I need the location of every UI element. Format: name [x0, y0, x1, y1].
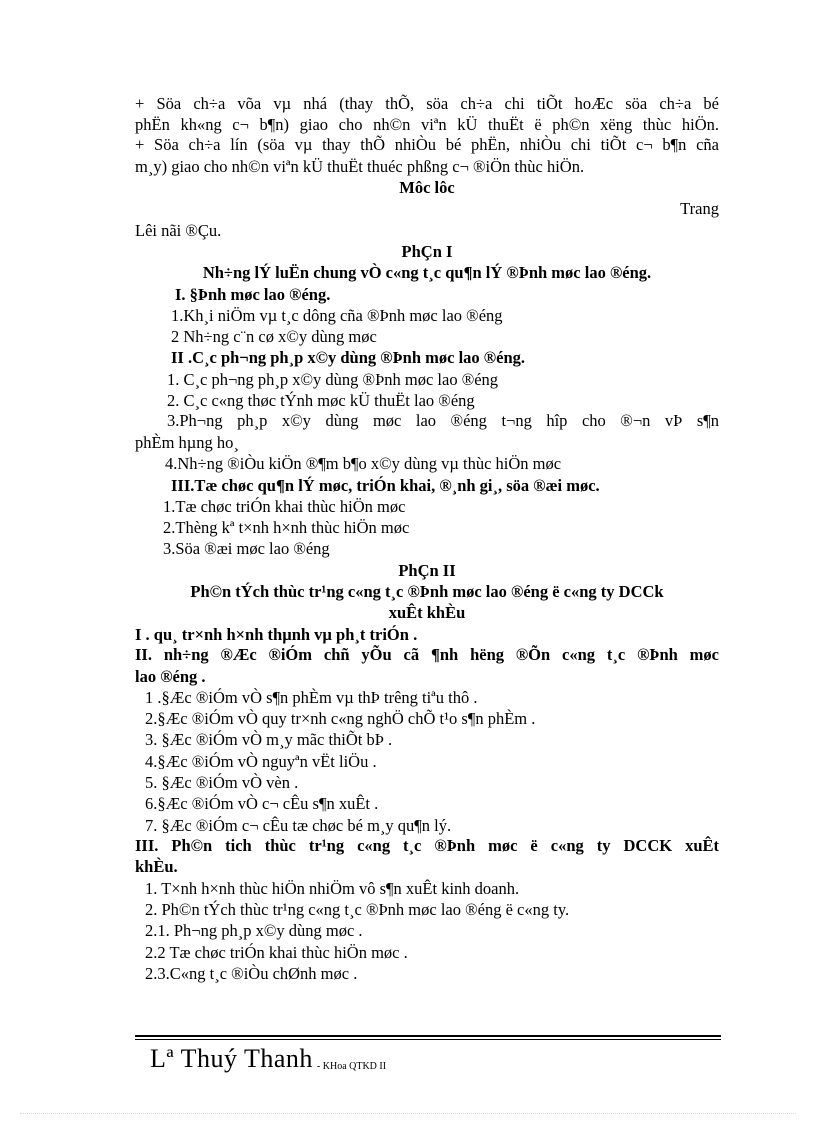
- part2-section1-title: I . qu¸ tr×nh h×nh thµnh vµ ph¸t triÓn .: [135, 624, 418, 644]
- toc-page-label: Trang: [680, 199, 719, 219]
- toc-preface: Lêi nãi ®Çu.: [135, 220, 222, 240]
- part1-section1-title: I. §Þnh møc lao ®éng.: [175, 284, 331, 304]
- toc-item: 1. C¸c ph¬ng ph¸p x©y dùng ®Þnh møc lao ®éng: [167, 369, 499, 389]
- toc-item: 4.§Æc ®iÓm vÒ nguyªn vËt liÖu .: [145, 751, 377, 771]
- part2-section3-title: III. Ph©n tich thùc tr¹ng c«ng t¸c ®Þnh møc ë c«ng ty DCCK xuÊt: [135, 835, 719, 855]
- part2-title: PhÇn II: [398, 560, 456, 580]
- toc-item: 2.§Æc ®iÓm vÒ quy tr×nh c«ng nghÖ chÕ t¹o s¶n phÈm .: [145, 709, 536, 729]
- footer-divider-thin: [135, 1039, 721, 1040]
- page-bottom-dotted-edge: [20, 1113, 796, 1114]
- intro-line: + Söa ch÷a lín (söa vµ thay thÕ nhiÒu bé phËn, nhiÒu chi tiÕt c¬ b¶n cña: [135, 135, 719, 155]
- toc-item: 4.Nh÷ng ®iÒu kiÖn ®¶m b¶o x©y dùng vµ thùc hiÖn møc: [165, 454, 562, 474]
- footer-department: - KHoa QTKD II: [316, 1061, 387, 1072]
- toc-item: 2. C¸c c«ng thøc tÝnh møc kÜ thuËt lao ®éng: [167, 391, 475, 411]
- intro-line: + Söa ch÷a võa vµ nhá (thay thÕ, söa ch÷a chi tiÕt hoÆc söa ch÷a bé: [135, 94, 719, 113]
- toc-item: 3.Söa ®æi møc lao ®éng: [163, 539, 330, 559]
- toc-item: 5. §Æc ®iÓm vÒ vèn .: [145, 772, 299, 792]
- part1-section2-title: II .C¸c ph¬ng ph¸p x©y dùng ®Þnh møc lao ®éng.: [171, 348, 526, 368]
- part2-section2-title-continued: lao ®éng .: [135, 666, 206, 686]
- toc-item: 2. Ph©n tÝch thùc tr¹ng c«ng t¸c ®Þnh møc lao ®éng ë c«ng ty.: [145, 900, 570, 920]
- toc-item: 1.Kh¸i niÖm vµ t¸c dông cña ®Þnh møc lao ®éng: [171, 305, 503, 325]
- part2-section3-title-continued: khÈu.: [135, 857, 178, 877]
- toc-item: 3. §Æc ®iÓm vÒ m¸y mãc thiÕt bÞ .: [145, 730, 393, 750]
- part1-section3-title: III.Tæ chøc qu¶n lÝ møc, triÓn khai, ®¸nh gi¸, söa ®æi møc.: [171, 475, 600, 495]
- part2-subtitle: Ph©n tÝch thùc tr¹ng c«ng t¸c ®Þnh møc lao ®éng ë c«ng ty DCCk: [190, 582, 664, 602]
- toc-item: 3.Ph¬ng ph¸p x©y dùng møc lao ®éng t¬ng hîp cho ®¬n vÞ s¶n: [167, 411, 719, 431]
- part2-section2-title: II. nh÷ng ®Æc ®iÓm chñ yÕu cã ¶nh hëng ®Õn c«ng t¸c ®Þnh møc: [135, 644, 719, 664]
- part2-subtitle-continued: xuÊt khÈu: [388, 603, 466, 623]
- toc-item: 2.1. Ph¬ng ph¸p x©y dùng møc .: [145, 921, 363, 941]
- footer-author: Lª Thuý Thanh: [150, 1044, 313, 1073]
- intro-line: phËn kh«ng c¬ b¶n) giao cho nh©n viªn kÜ thuËt ë ph©n xëng thùc hiÖn.: [135, 114, 719, 134]
- toc-item: 1.Tæ chøc triÓn khai thùc hiÖn møc: [163, 496, 406, 516]
- footer-divider: [135, 1035, 721, 1037]
- toc-item: 2 Nh÷ng c¨n cø x©y dùng møc: [171, 327, 377, 347]
- toc-item: 6.§Æc ®iÓm vÒ c¬ cÊu s¶n xuÊt .: [145, 794, 379, 814]
- toc-item: 2.3.C«ng t¸c ®iÒu chØnh møc .: [145, 963, 358, 983]
- page-content: [135, 94, 719, 984]
- intro-line: m¸y) giao cho nh©n viªn kÜ thuËt thuéc phßng c¬ ®iÖn thùc hiÖn.: [135, 156, 585, 176]
- footer: [150, 1042, 386, 1084]
- toc-item-continued: phÈm hµng ho¸: [135, 432, 239, 452]
- part1-subtitle: Nh÷ng lÝ luËn chung vÒ c«ng t¸c qu¶n lÝ ®Þnh møc lao ®éng.: [202, 263, 652, 283]
- toc-title: Môc lôc: [399, 178, 455, 198]
- toc-item: 1. T×nh h×nh thùc hiÖn nhiÖm vô s¶n xuÊt kinh doanh.: [145, 878, 520, 898]
- toc-item: 2.Thèng kª t×nh h×nh thùc hiÖn møc: [163, 518, 410, 538]
- toc-item: 7. §Æc ®iÓm c¬ cÊu tæ chøc bé m¸y qu¶n lý.: [145, 815, 452, 835]
- toc-item: 1 .§Æc ®iÓm vÒ s¶n phÈm vµ thÞ trêng tiªu thô .: [145, 687, 478, 707]
- toc-item: 2.2 Tæ chøc triÓn khai thùc hiÖn møc .: [145, 942, 408, 962]
- part1-title: PhÇn I: [401, 241, 453, 261]
- intro-paragraph: [135, 94, 719, 177]
